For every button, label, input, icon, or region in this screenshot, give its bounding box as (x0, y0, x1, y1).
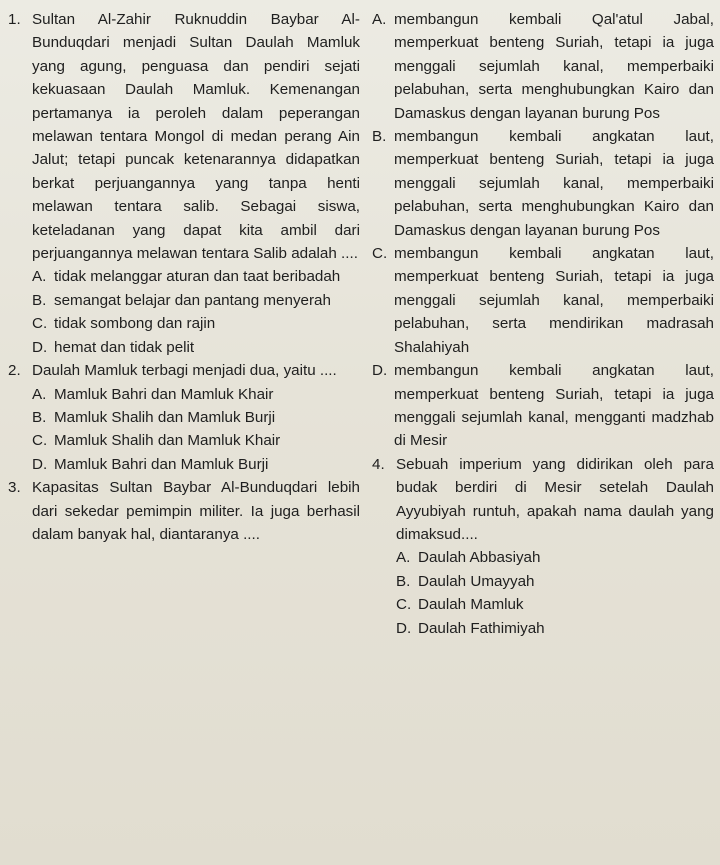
option-c[interactable] (396, 593, 714, 616)
option-text: Mamluk Bahri dan Mamluk Burji (54, 455, 269, 473)
option-a[interactable] (396, 546, 714, 569)
question-4 (372, 453, 714, 640)
question-stem: Daulah Mamluk terbagi menjadi dua, yaitu .... (32, 362, 337, 380)
option-text: hemat dan tidak pelit (54, 338, 195, 356)
option-letter: B. (32, 291, 47, 309)
question-stem: Sultan Al-Zahir Ruknuddin Baybar Al-Bunduqdari menjadi Sultan Daulah Mamluk yang agung, penguasa dan pendiri sejati kekuasaan Daulah Mamluk. Kemenangan pertamanya ia peroleh dalam peperangan melawan tentara Mongol di medan perang Ain Jalut; tetapi puncak ketenarannya didapatkan berkat perjuangannya yang tanpa henti melawan tentara salib. Sebagai siswa, keteladanan yang dapat kita ambil dari perjuangannya melawan tentara Salib adalah .... (32, 11, 360, 263)
option-text: semangat belajar dan pantang menyerah (54, 291, 331, 309)
option-letter: B. (32, 408, 47, 426)
option-d[interactable] (396, 617, 714, 640)
option-letter: B. (372, 128, 387, 146)
question-stem: Sebuah imperium yang didirikan oleh para budak berdiri di Mesir setelah Daulah Ayyubiyah runtuh, apakah nama daulah yang dimaksud.... (396, 455, 714, 543)
option-d[interactable] (372, 359, 714, 453)
option-letter: A. (32, 385, 47, 403)
option-letter: C. (32, 432, 48, 450)
option-text: Daulah Fathimiyah (418, 619, 545, 637)
question-number: 3. (8, 479, 21, 497)
option-text: tidak melanggar aturan dan taat beribadah (54, 268, 341, 286)
option-text: Daulah Umayyah (418, 572, 535, 590)
option-text: membangun kembali Qal'atul Jabal, memperkuat benteng Suriah, tetapi ia juga menggali sejumlah kanal, memperbaiki pelabuhan, serta menghubungkan Kairo dan Damaskus dengan layanan burung Pos (394, 11, 714, 122)
option-b[interactable] (372, 125, 714, 242)
option-text: Mamluk Shalih dan Mamluk Khair (54, 432, 281, 450)
option-c[interactable] (32, 429, 360, 452)
option-letter: D. (32, 338, 48, 356)
option-letter: C. (396, 596, 412, 614)
option-letter: D. (372, 362, 388, 380)
question-stem: Kapasitas Sultan Baybar Al-Bunduqdari lebih dari sekedar pemimpin militer. Ia juga berhasil dalam banyak hal, diantaranya .... (32, 479, 360, 543)
option-letter: A. (372, 11, 387, 28)
option-d[interactable] (32, 336, 360, 359)
option-letter: C. (32, 315, 48, 333)
question-number: 4. (372, 455, 385, 473)
question-1 (8, 8, 360, 359)
option-text: membangun kembali angkatan laut, memperkuat benteng Suriah, tetapi ia juga menggali sejumlah kanal, memperbaiki pelabuhan, serta menghubungkan Kairo dan Damaskus dengan layanan burung Pos (394, 128, 714, 239)
option-b[interactable] (32, 289, 360, 312)
option-text: Daulah Abbasiyah (418, 549, 541, 567)
option-letter: D. (32, 455, 48, 473)
option-d[interactable] (32, 453, 360, 476)
option-text: Mamluk Shalih dan Mamluk Burji (54, 408, 276, 426)
option-text: tidak sombong dan rajin (54, 315, 216, 333)
left-column (8, 8, 360, 546)
option-letter: A. (396, 549, 411, 567)
option-c[interactable] (32, 312, 360, 335)
question-number: 1. (8, 11, 21, 28)
option-letter: D. (396, 619, 412, 637)
option-text: membangun kembali angkatan laut, memperkuat benteng Suriah, tetapi ia juga menggali sejumlah kanal, mengganti madzhab di Mesir (394, 362, 714, 450)
option-a[interactable] (32, 383, 360, 406)
question-3 (8, 476, 360, 546)
option-letter: A. (32, 268, 47, 286)
option-b[interactable] (396, 570, 714, 593)
option-text: membangun kembali angkatan laut, memperkuat benteng Suriah, tetapi ia juga menggali sejumlah kanal, memperbaiki pelabuhan, serta mendirikan madrasah Shalahiyah (394, 245, 714, 356)
question-2 (8, 359, 360, 476)
option-letter: C. (372, 245, 388, 263)
right-column (372, 8, 714, 640)
option-letter: B. (396, 572, 411, 590)
option-b[interactable] (32, 406, 360, 429)
option-text: Daulah Mamluk (418, 596, 524, 614)
question-number: 2. (8, 362, 21, 380)
option-text: Mamluk Bahri dan Mamluk Khair (54, 385, 274, 403)
option-c[interactable] (372, 242, 714, 359)
option-a[interactable] (32, 265, 360, 288)
option-a[interactable] (372, 8, 714, 125)
